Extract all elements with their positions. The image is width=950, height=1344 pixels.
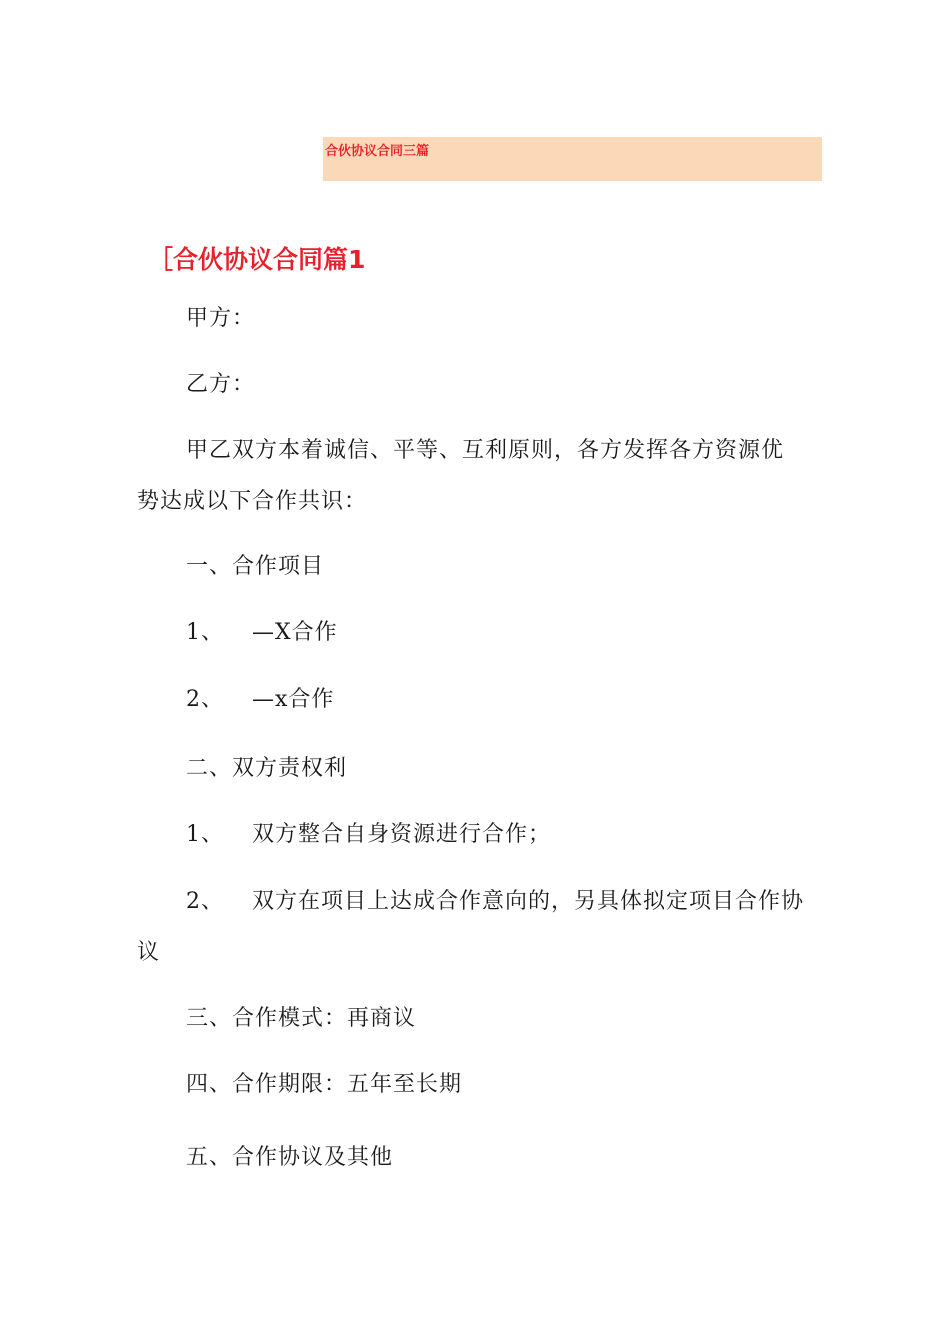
section-1-item-2 [186,685,334,715]
section-3-line: 三、合作模式：再商议 [186,1006,417,1031]
section-4-line: 四、合作期限：五年至长期 [186,1072,463,1097]
section-1-item-1 [186,618,338,648]
item-number: 2、 [186,889,224,914]
document-title: 合伙协议合同三篇 [325,144,430,159]
item-text: —x合作 [252,687,335,712]
party-a-line: 甲方： [186,306,256,331]
item-text: 双方在项目上达成合作意向的，另具体拟定项目合作协 [252,889,805,914]
section-heading: ［合伙协议合同篇1 [148,245,366,274]
item-number: 2、 [186,687,224,712]
party-b-line: 乙方： [186,372,256,397]
item-number: 1、 [186,620,224,645]
intro-paragraph-line-2: 势达成以下合作共识： [137,489,368,514]
section-2-item-2 [186,887,804,917]
item-number: 1、 [186,822,224,847]
title-banner [323,137,822,181]
section-1-title: 一、合作项目 [186,554,325,579]
section-2-item-2-continuation: 议 [137,940,161,965]
item-text: 双方整合自身资源进行合作； [252,822,552,847]
section-2-title: 二、双方责权利 [186,756,348,781]
section-5-line: 五、合作协议及其他 [186,1145,394,1170]
section-2-item-1 [186,820,551,850]
intro-paragraph-line-1: 甲乙双方本着诚信、平等、互利原则，各方发挥各方资源优 [186,438,785,463]
item-text: —X合作 [252,620,338,645]
